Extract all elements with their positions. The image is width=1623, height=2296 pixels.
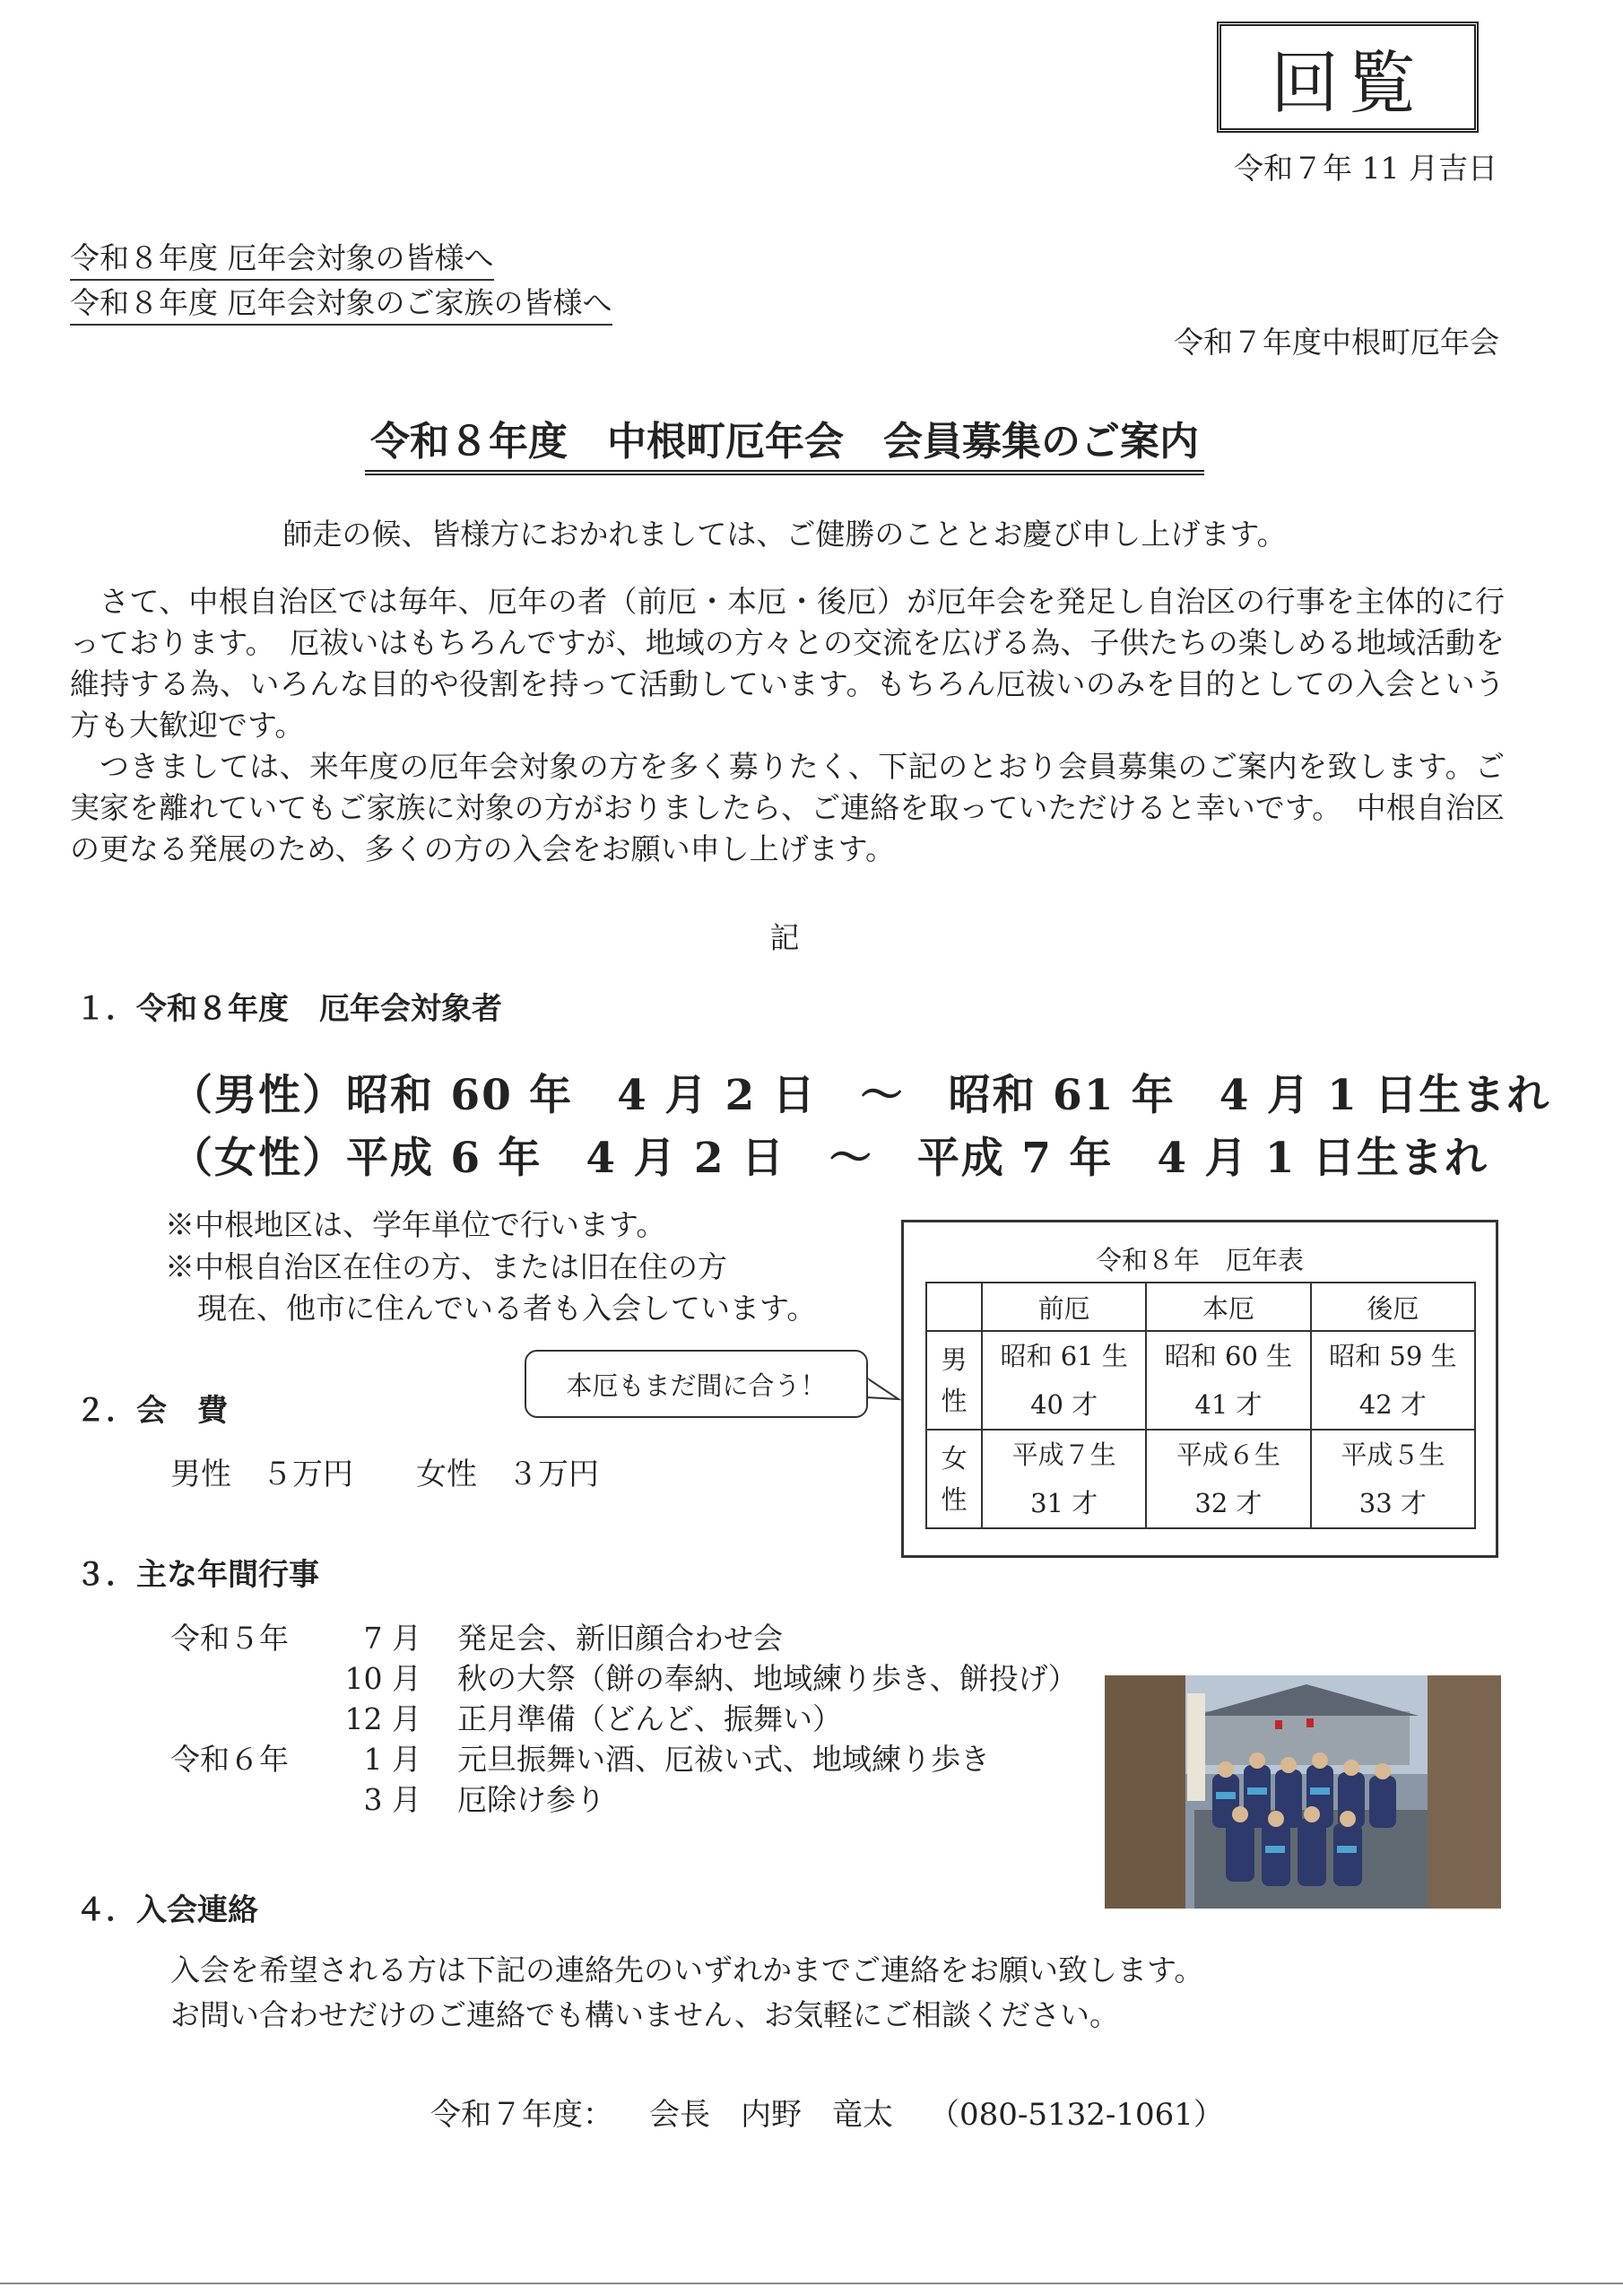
join-line: お問い合わせだけのご連絡でも構いません、お気軽にご相談ください。 (170, 1997, 1119, 2032)
list-item: 3 月 厄除け参り (363, 1782, 605, 1817)
greeting-line: 師走の候、皆様方におかれましては、ご健勝のこととお慶び申し上げます。 (282, 517, 1287, 552)
sender-name: 令和７年度中根町厄年会 (1174, 325, 1499, 360)
table-cell: 平成６生 32 才 (1146, 1430, 1310, 1528)
male-fee: 男性 ５万円 (170, 1457, 353, 1492)
column-header: 前厄 (982, 1283, 1146, 1331)
row-label-male: 男 性 (926, 1331, 982, 1430)
contact-person: 会長 内野 竜太 (649, 2097, 893, 2133)
scan-edge-line (0, 2283, 1623, 2284)
table-corner-cell (926, 1283, 982, 1331)
male-birth-range: （男性）昭和 60 年 4 月 2 日 ～ 昭和 61 年 4 月 1 日生まれ (170, 1071, 1551, 1120)
section-heading-events: ３．主な年間行事 (75, 1557, 319, 1593)
body-paragraph: つきましては、来年度の厄年会対象の方を多く募りたく、下記のとおり会員募集のご案内を致します。ご実家を離れていてもご家族に対象の方がおりましたら、ご連絡を取っていただけると幸いです。 中根自治区の更なる発展のため、多くの方の入会をお願い申し上げます。 (70, 749, 1505, 866)
table-header-row (926, 1283, 1475, 1331)
ki-heading: 記 (769, 920, 800, 955)
column-header: 後厄 (1311, 1283, 1475, 1331)
list-item: 令和６年 1 月 元旦振舞い酒、厄祓い式、地域練り歩き (170, 1742, 990, 1777)
table-cell: 平成５生 33 才 (1311, 1430, 1475, 1528)
note-line: ※中根地区は、学年単位で行います。 (165, 1207, 666, 1242)
yakudoshi-table-title: 令和８年 厄年表 (1095, 1245, 1304, 1275)
addressee-line: 令和８年度 厄年会対象のご家族の皆様へ (70, 280, 612, 326)
section-heading-join: ４．入会連絡 (75, 1892, 258, 1928)
join-instructions (170, 1948, 1203, 2038)
column-header: 本厄 (1146, 1283, 1310, 1331)
list-item: 12 月 正月準備（どんど、振舞い） (344, 1701, 842, 1736)
table-cell: 昭和 61 生 40 才 (982, 1331, 1146, 1430)
table-row-female (926, 1430, 1475, 1528)
note-line: 現在、他市に住んでいる者も入会しています。 (197, 1291, 817, 1326)
contact-phone: （080-5132-1061） (929, 2097, 1224, 2133)
section-heading-targets: １．令和８年度 厄年会対象者 (75, 991, 502, 1027)
event-list (170, 1618, 1078, 1820)
female-fee: 女性 ３万円 (416, 1457, 599, 1492)
contact-label: 令和７年度： (430, 2097, 613, 2133)
yakudoshi-table (925, 1282, 1476, 1529)
fee-values (170, 1449, 599, 1493)
kairan-stamp: 回覧 (1217, 22, 1479, 133)
document-title-text: 令和８年度 中根町厄年会 会員募集のご案内 (365, 409, 1204, 475)
table-cell: 昭和 60 生 41 才 (1146, 1331, 1310, 1430)
document-title (0, 409, 1569, 475)
yakudoshi-table-box (901, 1220, 1498, 1558)
table-cell: 平成７生 31 才 (982, 1430, 1146, 1528)
addressee-line: 令和８年度 厄年会対象の皆様へ (70, 235, 494, 281)
table-cell: 昭和 59 生 42 才 (1311, 1331, 1475, 1430)
speech-bubble: 本厄もまだ間に合う！ (525, 1350, 868, 1418)
note-line: ※中根自治区在住の方、または旧在住の方 (165, 1249, 727, 1284)
body-paragraph: さて、中根自治区では毎年、厄年の者（前厄・本厄・後厄）が厄年会を発足し自治区の行事を主体的に行っております。 厄祓いはもちろんですが、地域の方々との交流を広げる為、子供たちの楽しめる地域活動を維持する為、いろんな目的や役割を持って活動しています。もちろん厄祓いのみを目的としての入会という方も大歓迎です。 (70, 584, 1505, 743)
section-heading-fee: ２．会 費 (75, 1393, 228, 1429)
table-row-male (926, 1331, 1475, 1430)
issue-date: 令和７年 11 月吉日 (1234, 151, 1497, 186)
contact-line (430, 2090, 1224, 2134)
join-line: 入会を希望される方は下記の連絡先のいずれかまでご連絡をお願い致します。 (170, 1952, 1204, 1987)
list-item: 10 月 秋の大祭（餅の奉納、地域練り歩き、餅投げ） (344, 1661, 1078, 1696)
row-label-female: 女 性 (926, 1430, 982, 1528)
female-birth-range: （女性）平成 6 年 4 月 2 日 ～ 平成 7 年 4 月 1 日生まれ (170, 1134, 1488, 1183)
list-item: 令和５年 7 月 発足会、新旧顔合わせ会 (170, 1621, 783, 1656)
group-photo (1105, 1675, 1501, 1909)
